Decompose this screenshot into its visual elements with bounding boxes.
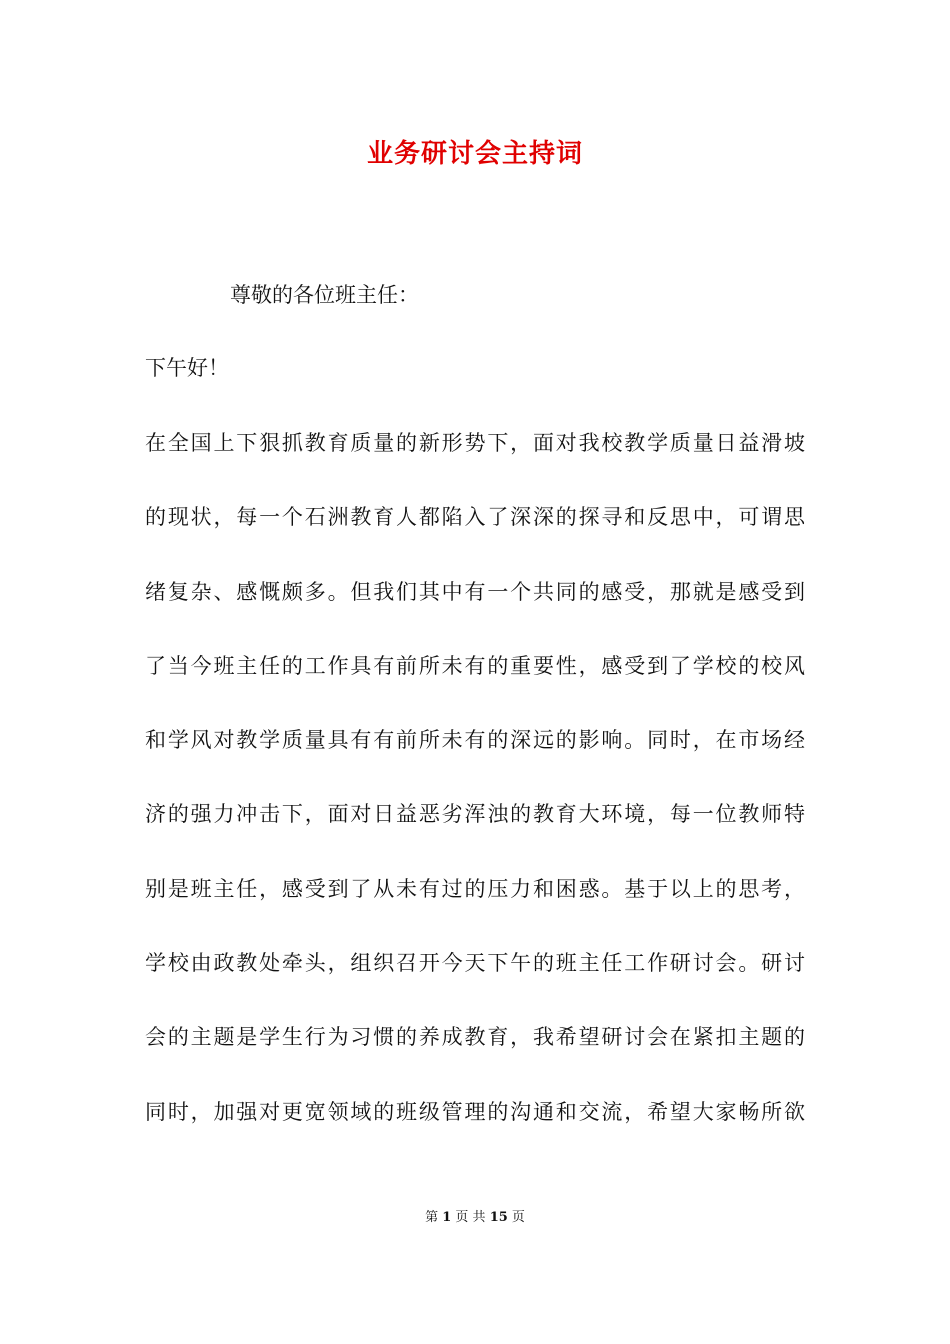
footer-middle: 页 共 (455, 1210, 486, 1225)
total-pages-number: 15 (489, 1210, 508, 1225)
greeting: 下午好！ (145, 356, 229, 380)
page-footer (0, 1208, 950, 1228)
body-line: 和学风对教学质量具有有前所未有的深远的影响。同时，在市场经 (145, 728, 805, 753)
body-paragraph (145, 428, 810, 1171)
body-line: 会的主题是学生行为习惯的养成教育，我希望研讨会在紧扣主题的 (145, 1025, 805, 1050)
footer-suffix: 页 (511, 1210, 525, 1225)
body-line: 绪复杂、感慨颇多。但我们其中有一个共同的感受，那就是感受到 (145, 579, 805, 604)
body-line: 了当今班主任的工作具有前所未有的重要性，感受到了学校的校风 (145, 653, 805, 678)
document-title: 业务研讨会主持词 (366, 139, 583, 169)
body-line: 同时，加强对更宽领域的班级管理的沟通和交流，希望大家畅所欲 (145, 1099, 805, 1124)
body-line: 的现状，每一个石洲教育人都陷入了深深的探寻和反思中，可谓思 (145, 505, 805, 530)
salutation: 尊敬的各位班主任： (230, 283, 419, 307)
body-line: 济的强力冲击下，面对日益恶劣浑浊的教育大环境，每一位教师特 (145, 802, 805, 827)
body-line: 学校由政教处牵头，组织召开今天下午的班主任工作研讨会。研讨 (145, 951, 805, 976)
body-line: 在全国上下狠抓教育质量的新形势下，面对我校教学质量日益滑坡 (145, 431, 805, 455)
body-line: 别是班主任，感受到了从未有过的压力和困惑。基于以上的思考， (145, 876, 805, 901)
current-page-number: 1 (442, 1210, 452, 1225)
footer-prefix: 第 (425, 1210, 439, 1225)
